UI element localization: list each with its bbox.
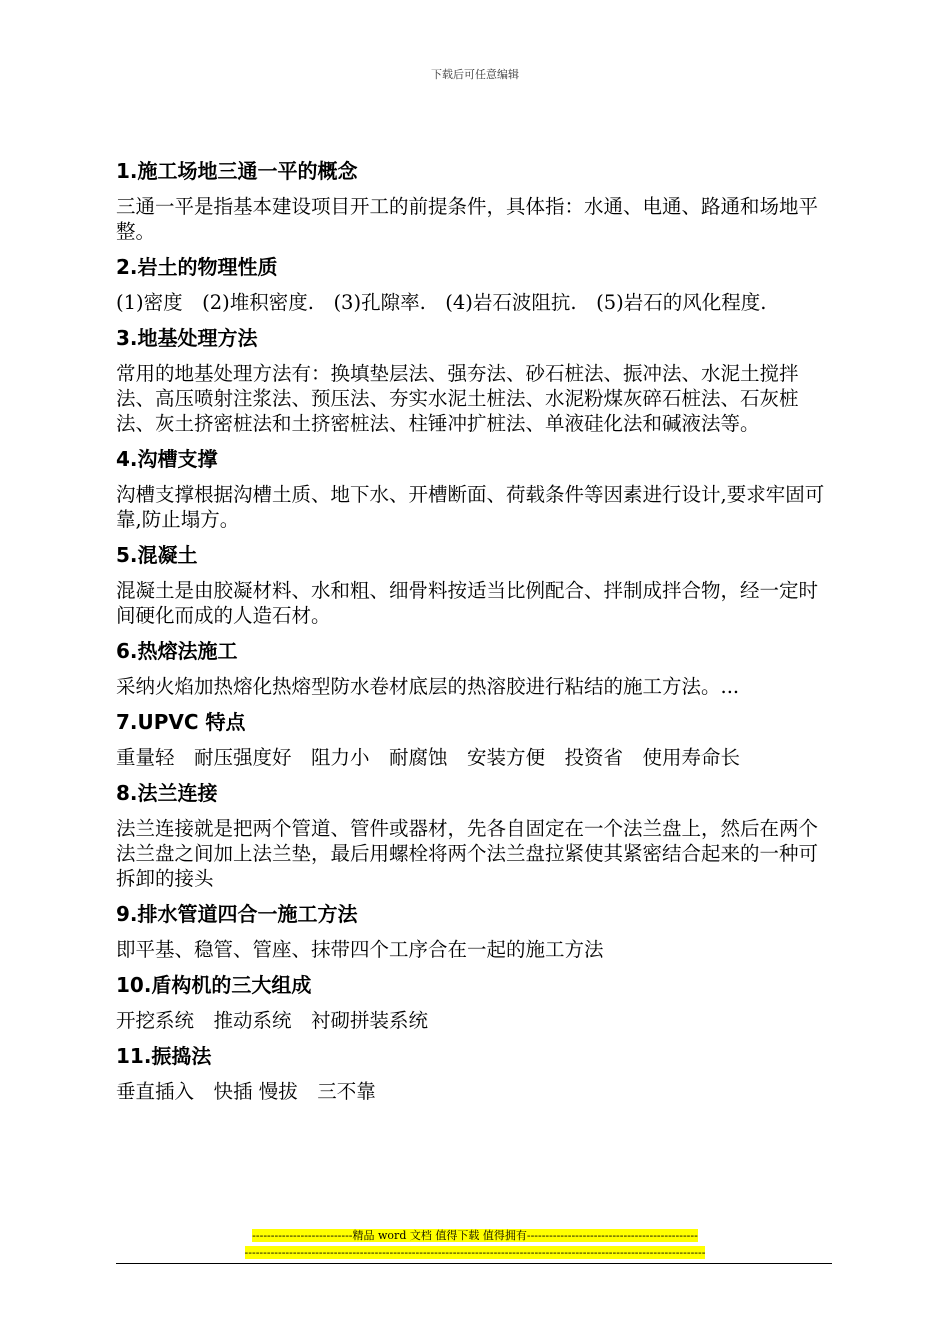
section-4 (116, 446, 836, 532)
footer-banner-line-1 (0, 1229, 950, 1243)
section-title: 2.岩土的物理性质 (116, 255, 278, 279)
section-title: 9.排水管道四合一施工方法 (116, 902, 358, 926)
section-body: (1)密度 (2)堆积密度. (3)孔隙率. (4)岩石波阻抗. (5)岩石的风化程度. (116, 291, 767, 314)
section-8 (116, 780, 836, 891)
section-body: 开挖系统 推动系统 衬砌拼装系统 (116, 1009, 429, 1032)
section-6 (116, 638, 836, 699)
section-body: 混凝土是由胶凝材料、水和粗、细骨料按适当比例配合、拌制成拌合物，经一定时间硬化而成的人造石材。 (116, 579, 819, 627)
section-body: 三通一平是指基本建设项目开工的前提条件，具体指：水通、电通、路通和场地平整。 (116, 195, 819, 243)
footer-banner-text: ---------------------------精品 word 文档 值得下载 值得拥有---------------------------------------------- (252, 1229, 698, 1242)
section-title: 4.沟槽支撑 (116, 447, 218, 471)
section-title: 8.法兰连接 (116, 781, 218, 805)
section-body: 沟槽支撑根据沟槽土质、地下水、开槽断面、荷载条件等因素进行设计,要求牢固可靠,防止塌方。 (116, 483, 825, 531)
section-body: 常用的地基处理方法有：换填垫层法、强夯法、砂石桩法、振冲法、水泥土搅拌法、高压喷射注浆法、预压法、夯实水泥土桩法、水泥粉煤灰碎石桩法、石灰桩法、灰土挤密桩法和土挤密桩法、柱锤冲扩桩法、单液硅化法和碱液法等。 (116, 362, 799, 435)
section-title: 1.施工场地三通一平的概念 (116, 159, 358, 183)
section-body: 法兰连接就是把两个管道、管件或器材，先各自固定在一个法兰盘上，然后在两个法兰盘之间加上法兰垫，最后用螺栓将两个法兰盘拉紧使其紧密结合起来的一种可拆卸的接头 (116, 817, 819, 890)
section-title: 6.热熔法施工 (116, 639, 238, 663)
footer-banner-line-2 (0, 1246, 950, 1260)
section-body: 采纳火焰加热熔化热熔型防水卷材底层的热溶胶进行粘结的施工方法。... (116, 675, 740, 698)
section-body: 垂直插入 快插 慢拔 三不靠 (116, 1080, 376, 1103)
section-1 (116, 158, 836, 244)
section-title: 10.盾构机的三大组成 (116, 973, 312, 997)
section-title: 3.地基处理方法 (116, 326, 258, 350)
section-5 (116, 542, 836, 628)
section-9 (116, 901, 836, 962)
section-3 (116, 325, 836, 436)
section-title: 5.混凝土 (116, 543, 198, 567)
section-10 (116, 972, 836, 1033)
section-body: 重量轻 耐压强度好 阻力小 耐腐蚀 安装方便 投资省 使用寿命长 (116, 746, 741, 769)
section-7 (116, 709, 836, 770)
page-header-note: 下载后可任意编辑 (431, 68, 519, 81)
section-title: 7.UPVC 特点 (116, 710, 246, 734)
document-body (116, 158, 836, 1114)
footer-divider (116, 1263, 832, 1264)
section-title: 11.振捣法 (116, 1044, 212, 1068)
footer-banner-dashes: ---------------------------------------------------------------------------------------------------------------------------- (244, 1246, 706, 1259)
section-11 (116, 1043, 836, 1104)
section-2 (116, 254, 836, 315)
section-body: 即平基、稳管、管座、抹带四个工序合在一起的施工方法 (116, 938, 604, 961)
